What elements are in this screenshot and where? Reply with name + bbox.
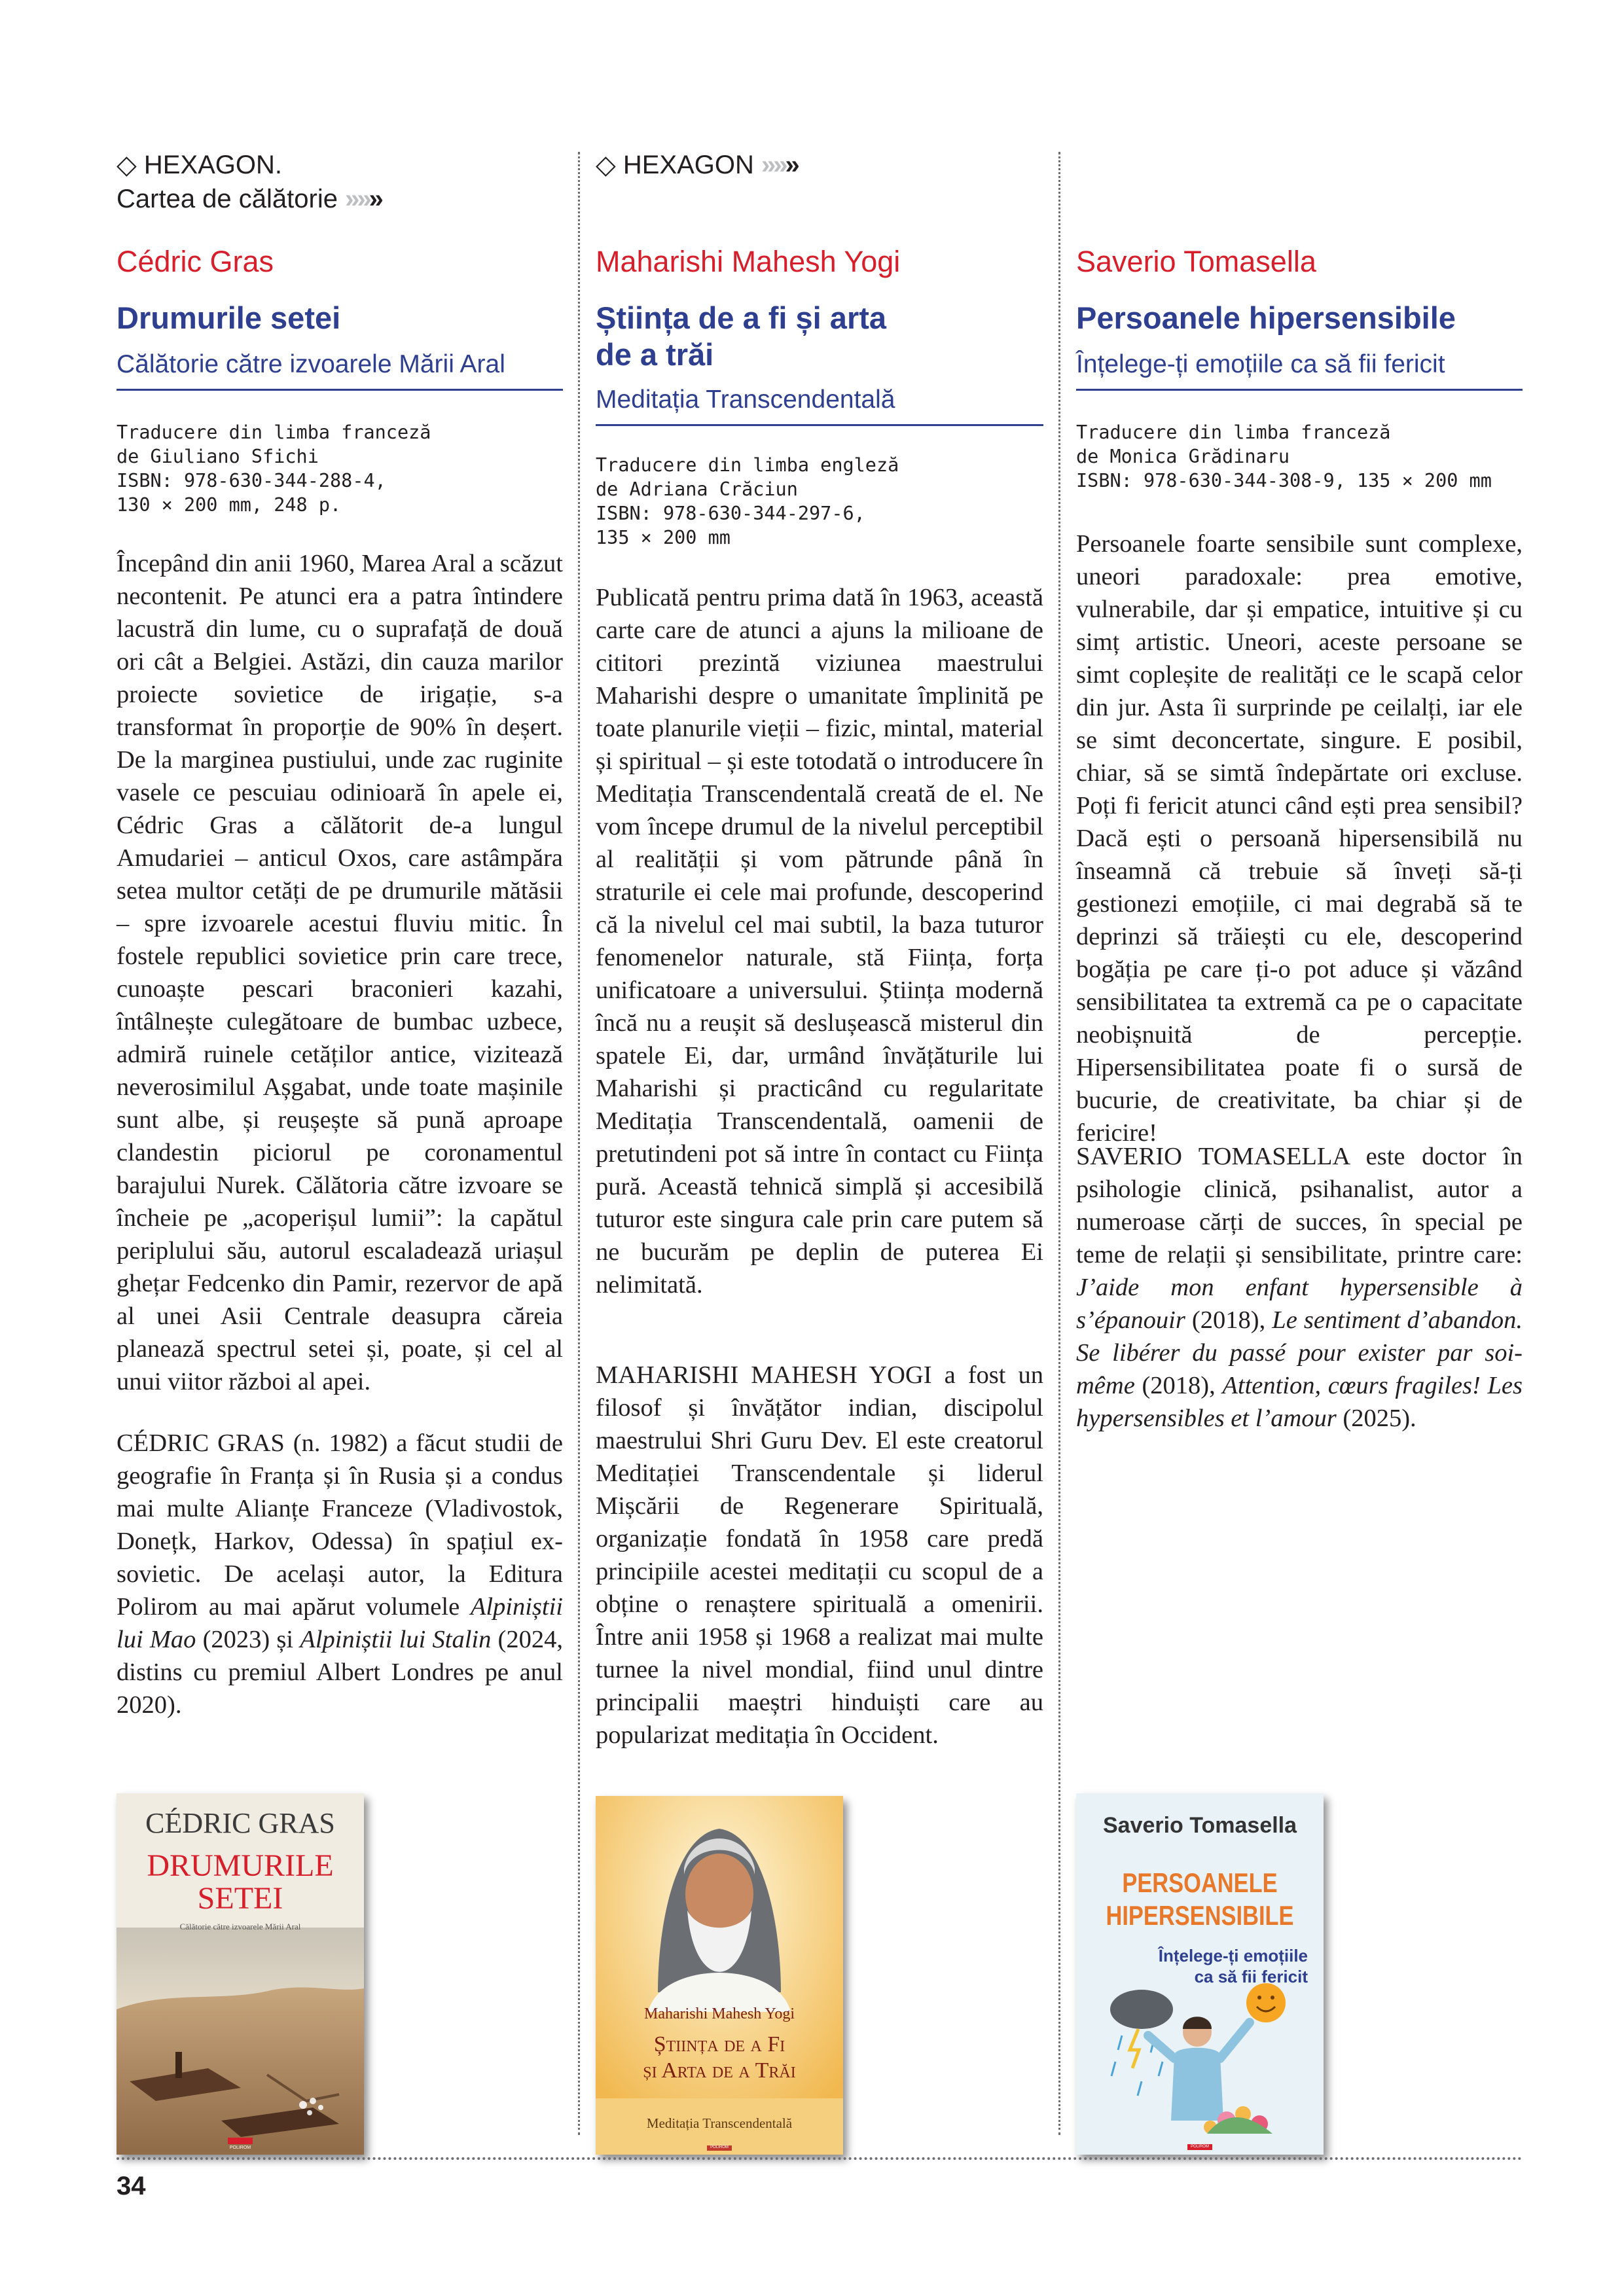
cover-subtitle: Meditația Transcendentală bbox=[646, 2115, 793, 2131]
book-title: Drumurile setei bbox=[117, 300, 341, 335]
book-description: Persoanele foarte sensibile sunt complexe, uneori paradoxale: prea emotive, vulnerabile, dar și empatice, intuitive și cu simț artistic. Uneori, aceste persoane se simt copleșite de realități ce le scapă celor din jur. Asta îi surprinde pe ceilalți, iar ele se simt deconcertate, singure. E posibil, chiar, să se simtă îndepărtate ori excluse. Poți fi fericit atunci când ești prea sensibil? Dacă ești o persoană hipersensibilă nu înseamnă că trebuie să înveți să-ți gestionezi emoțiile, ci mai degrabă să te deprinzi să trăiești cu ele, descoperind bogăția pe care ți-o pot aduce și văzând sensibilitatea ta extremă ca pe o capacitate neobișnuită de percepție. Hipersensibilitatea poate fi o sursă de bucurie, de creativitate, ba chiar și de fericire! bbox=[1076, 530, 1523, 1147]
book-metadata: Traducere din limba franceză de Giuliano Sfichi ISBN: 978-630-344-288-4, 130 × 200 mm, 248 p. bbox=[117, 422, 431, 516]
series-label: ◇ HEXAGON. Cartea de călătorie »»» bbox=[117, 151, 381, 213]
column-separator-left bbox=[578, 152, 580, 2135]
page-number: 34 bbox=[117, 2172, 146, 2200]
cover-subtitle: Înțelege-ți emoțiile ca să fii fericit bbox=[1158, 1946, 1308, 1986]
book-author: Maharishi Mahesh Yogi bbox=[596, 245, 901, 278]
book-metadata: Traducere din limba franceză de Monica Grădinaru ISBN: 978-630-344-308-9, 135 × 200 mm bbox=[1076, 422, 1492, 492]
title-rule bbox=[1076, 389, 1523, 391]
column-separator-right bbox=[1058, 152, 1060, 2135]
series-label: ◇ HEXAGON »»» bbox=[596, 151, 797, 179]
cover-subtitle: Călătorie către izvoarele Mării Aral bbox=[179, 1922, 301, 1931]
book-cover-stiinta-de-a-fi bbox=[596, 1796, 843, 2155]
storm-cloud-icon bbox=[1110, 1990, 1173, 2029]
book-subtitle: Meditația Transcendentală bbox=[596, 386, 895, 414]
title-rule bbox=[117, 389, 563, 391]
book-subtitle: Înțelege-ți emoțiile ca să fii fericit bbox=[1076, 350, 1445, 378]
cover-author: Maharishi Mahesh Yogi bbox=[643, 2005, 795, 2022]
author-bio: SAVERIO TOMASELLA este doctor în psihologie clinică, psihanalist, autor a numeroase cărți de succes, în special pe teme de relații și sensibilitate, printre care: J’aide mon enfant hypersensible à s’épanouir (2018), Le sentiment d’abandon. Se libérer du passé pour exister par soi-même (2018), Attention, cœurs fragiles! Les hypersensibles et l’amour (2025). bbox=[1076, 1143, 1523, 1432]
cover-author: Saverio Tomasella bbox=[1102, 1813, 1297, 1838]
author-bio: MAHARISHI MAHESH YOGI a fost un filosof și învățător indian, discipolul maestrului Shri Guru Dev. El este creatorul Meditației Transcendentale și liderul Mișcării de Regenerare Spirituală, organizație fondată în 1958 care predă principiile acestei meditații cu scopul de a obține o renaștere spirituală a omenirii. Între anii 1958 și 1968 a realizat mai multe turnee la nivel mondial, fiind unul dintre principalii maeștri hinduiști care au popularizat meditația în Occident. bbox=[596, 1361, 1043, 1749]
book-subtitle: Călătorie către izvoarele Mării Aral bbox=[117, 350, 505, 378]
cover-title: DRUMURILE SETEI bbox=[147, 1848, 334, 1916]
series-arrows-icon: »»» bbox=[761, 151, 797, 179]
cover-author: CÉDRIC GRAS bbox=[145, 1807, 335, 1839]
cover-title: Știința de a Fi și Arta de a Trăi bbox=[643, 2032, 796, 2083]
footer-rule bbox=[117, 2157, 1523, 2160]
book-author: Cédric Gras bbox=[117, 245, 274, 278]
cover-publisher: POLIROM bbox=[1191, 2145, 1209, 2149]
cover-title: PERSOANELE HIPERSENSIBILE bbox=[1106, 1867, 1294, 1931]
book-title: Persoanele hipersensibile bbox=[1076, 300, 1456, 335]
book-cover-drumurile-setei bbox=[117, 1793, 364, 2155]
publisher-logo-icon bbox=[228, 2138, 253, 2144]
author-bio: CÉDRIC GRAS (n. 1982) a făcut studii de geografie în Franța și în Rusia și a condus mai multe Alianțe Franceze (Vladivostok, Donețk, Harkov, Odessa) în spațiul ex-sovietic. De același autor, la Editura Polirom au mai apărut volumele Alpiniștii lui Mao (2023) și Alpiniștii lui Stalin (2024, distins cu premiul Albert Londres pe anul 2020). bbox=[117, 1429, 563, 1719]
book-description: Publicată pentru prima dată în 1963, această carte care de atunci a ajuns la milioane de cititori prezintă viziunea maestrului Maharishi despre o umanitate împlinită pe toate planurile vieții – fizic, mintal, material și spiritual – și este totodată o introducere în Meditația Transcendentală creată de el. Ne vom începe drumul de la nivelul perceptibil al realității și vom pătrunde până în straturile ei cele mai profunde, descoperind că la nivelul cel mai subtil, la baza tuturor fenomenelor naturale, stă Ființa, forța unificatoare a universului. Știința modernă încă nu a reușit să deslușească misterul din spatele Ei, dar, urmând învățăturile lui Maharishi și practicând cu regularitate Meditația Transcendentală, oamenii de pretutindeni pot să intre în contact cu Ființa pură. Această tehnică simplă și accesibilă tuturor este singura cale prin care putem să ne bucurăm pe deplin de puterea Ei nelimitată. bbox=[596, 584, 1043, 1299]
sun-smiley-icon bbox=[1246, 1983, 1286, 2022]
series-arrows-icon: »»» bbox=[345, 185, 381, 213]
book-author: Saverio Tomasella bbox=[1076, 245, 1316, 278]
book-description: Începând din anii 1960, Marea Aral a scăzut necontenit. Pe atunci era a patra întindere lacustră din lume, cu o suprafață de două ori cât a Belgiei. Astăzi, din cauza marilor proiecte sovietice de irigație, s-a transformat în proporție de 90% în deșert. De la marginea pustiului, unde zac ruginite vasele ce pescuiau odinioară în apele ei, Cédric Gras a călătorit de-a lungul Amudariei – anticul Oxos, care astâmpăra setea multor cetăți de pe drumurile mătăsii – spre izvoarele acestui fluviu mitic. În fostele republici sovietice prin care trece, cunoaște pescari braconieri kazahi, întâlnește culegătoare de bumbac uzbece, admiră ruinele cetăților antice, vizitează neverosimilul Așgabat, unde toate mașinile sunt albe, și reușește să pună aproape clandestin piciorul pe coronamentul barajului Nurek. Călătoria către izvoare se încheie pe „acoperișul lumii”: la capătul periplului său, autorul escaladează uriașul ghețar Fedcenko din Pamir, rezervor de apă al unei Asii Centrale deasupra căreia planează spectrul setei și, poate, și cel al unui viitor război al apei. bbox=[117, 550, 563, 1395]
cover-publisher: POLIROM bbox=[229, 2145, 251, 2150]
book-cover-persoanele-hipersensibile bbox=[1076, 1793, 1324, 2155]
cover-publisher: POLIROM bbox=[710, 2145, 729, 2149]
book-title: Știința de a fi și arta de a trăi bbox=[596, 300, 887, 372]
title-rule bbox=[596, 424, 1043, 426]
book-metadata: Traducere din limba engleză de Adriana Crăciun ISBN: 978-630-344-297-6, 135 × 200 mm bbox=[596, 454, 899, 548]
